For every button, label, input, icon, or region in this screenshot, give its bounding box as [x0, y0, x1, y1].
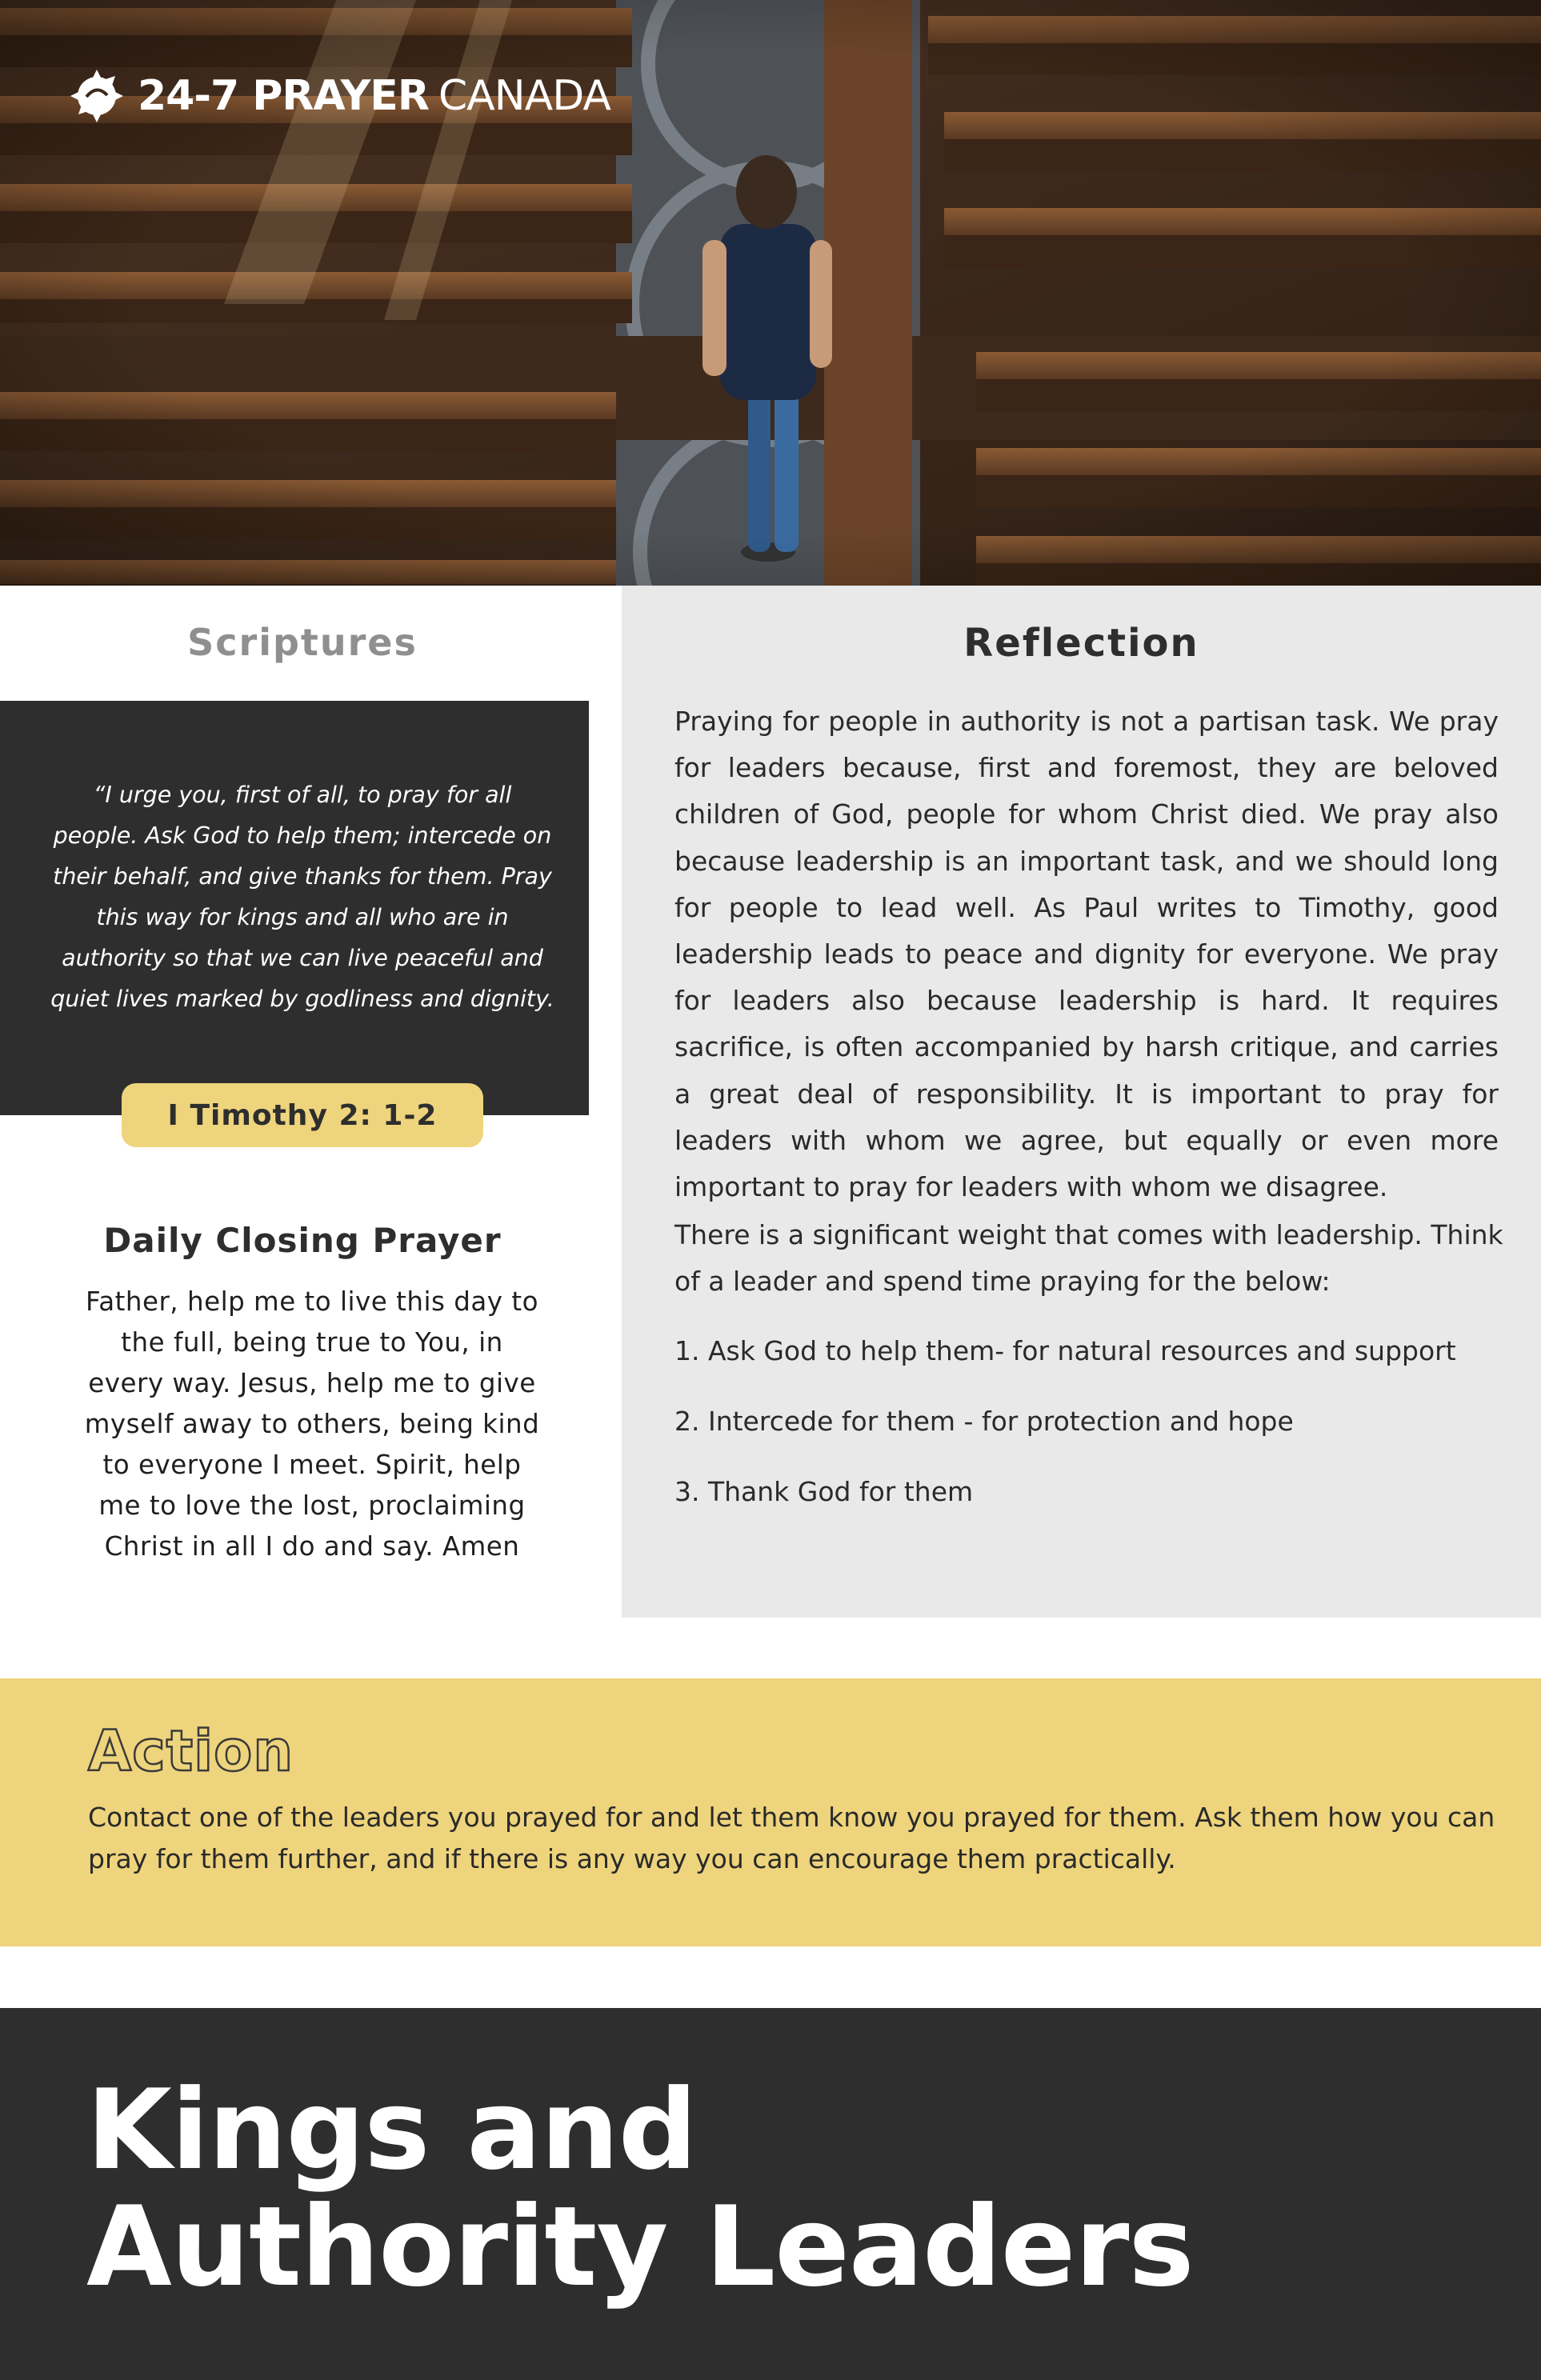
- brand-name: [138, 72, 610, 120]
- page-title: [86, 2066, 1194, 2311]
- reflection-list-item: 2. Intercede for them - for protection and hope: [674, 1406, 1294, 1437]
- page-title-line-1: Kings and: [86, 2066, 697, 2194]
- scripture-reference-badge[interactable]: I Timothy 2: 1-2: [122, 1083, 483, 1147]
- closing-prayer-heading: Daily Closing Prayer: [103, 1221, 502, 1260]
- brand-name-bold: 24-7 PRAYER: [138, 72, 429, 120]
- closing-prayer-text: Father, help me to live this day to the full, being true to You, in every way. Jesus, help me to give myself away to others, being kind to everyone I meet. Spirit, help me to love the lost, proclaiming Christ in all I do and say. Amen: [84, 1286, 540, 1562]
- brand-logo[interactable]: [69, 67, 610, 125]
- logo-icon: [69, 68, 125, 124]
- action-heading: Action: [88, 1718, 294, 1784]
- scriptures-heading: Scriptures: [187, 621, 418, 664]
- scripture-quote: “I urge you, first of all, to pray for all people. Ask God to help them; intercede on their behalf, and give thanks for them. Pray this way for kings and all who are in authority so that we can live peaceful and quiet lives marked by godliness and dignity.: [50, 782, 554, 1012]
- brand-name-light: CANADA: [438, 72, 610, 120]
- reflection-heading: Reflection: [963, 621, 1199, 666]
- reflection-list-item: 1. Ask God to help them- for natural resources and support: [674, 1335, 1456, 1366]
- reflection-list-item: 3. Thank God for them: [674, 1476, 974, 1507]
- page-title-line-2: Authority Leaders: [86, 2182, 1194, 2311]
- action-text: Contact one of the leaders you prayed for and let them know you prayed for them. Ask them how you can pray for them further, and if there is any way you can encourage them practically.: [88, 1802, 1495, 1874]
- hero-photo: [0, 0, 1541, 586]
- reflection-paragraph-2: There is a significant weight that comes with leadership. Think of a leader and spend time praying for the below:: [674, 1219, 1503, 1298]
- reflection-paragraph-1: Praying for people in authority is not a partisan task. We pray for leaders because, first and foremost, they are beloved children of God, people for whom Christ died. We pray also because leadership is an important task, and we should long for people to lead well. As Paul writes to Timothy, good leadership leads to peace and dignity for everyone. We pray for leaders also because leadership is hard. It requires sacrifice, is often accompanied by harsh critique, and carries a great deal of responsibility. It is important to pray for leaders with whom we agree, but equally or even more important to pray for leaders with whom we disagree.: [674, 706, 1499, 1203]
